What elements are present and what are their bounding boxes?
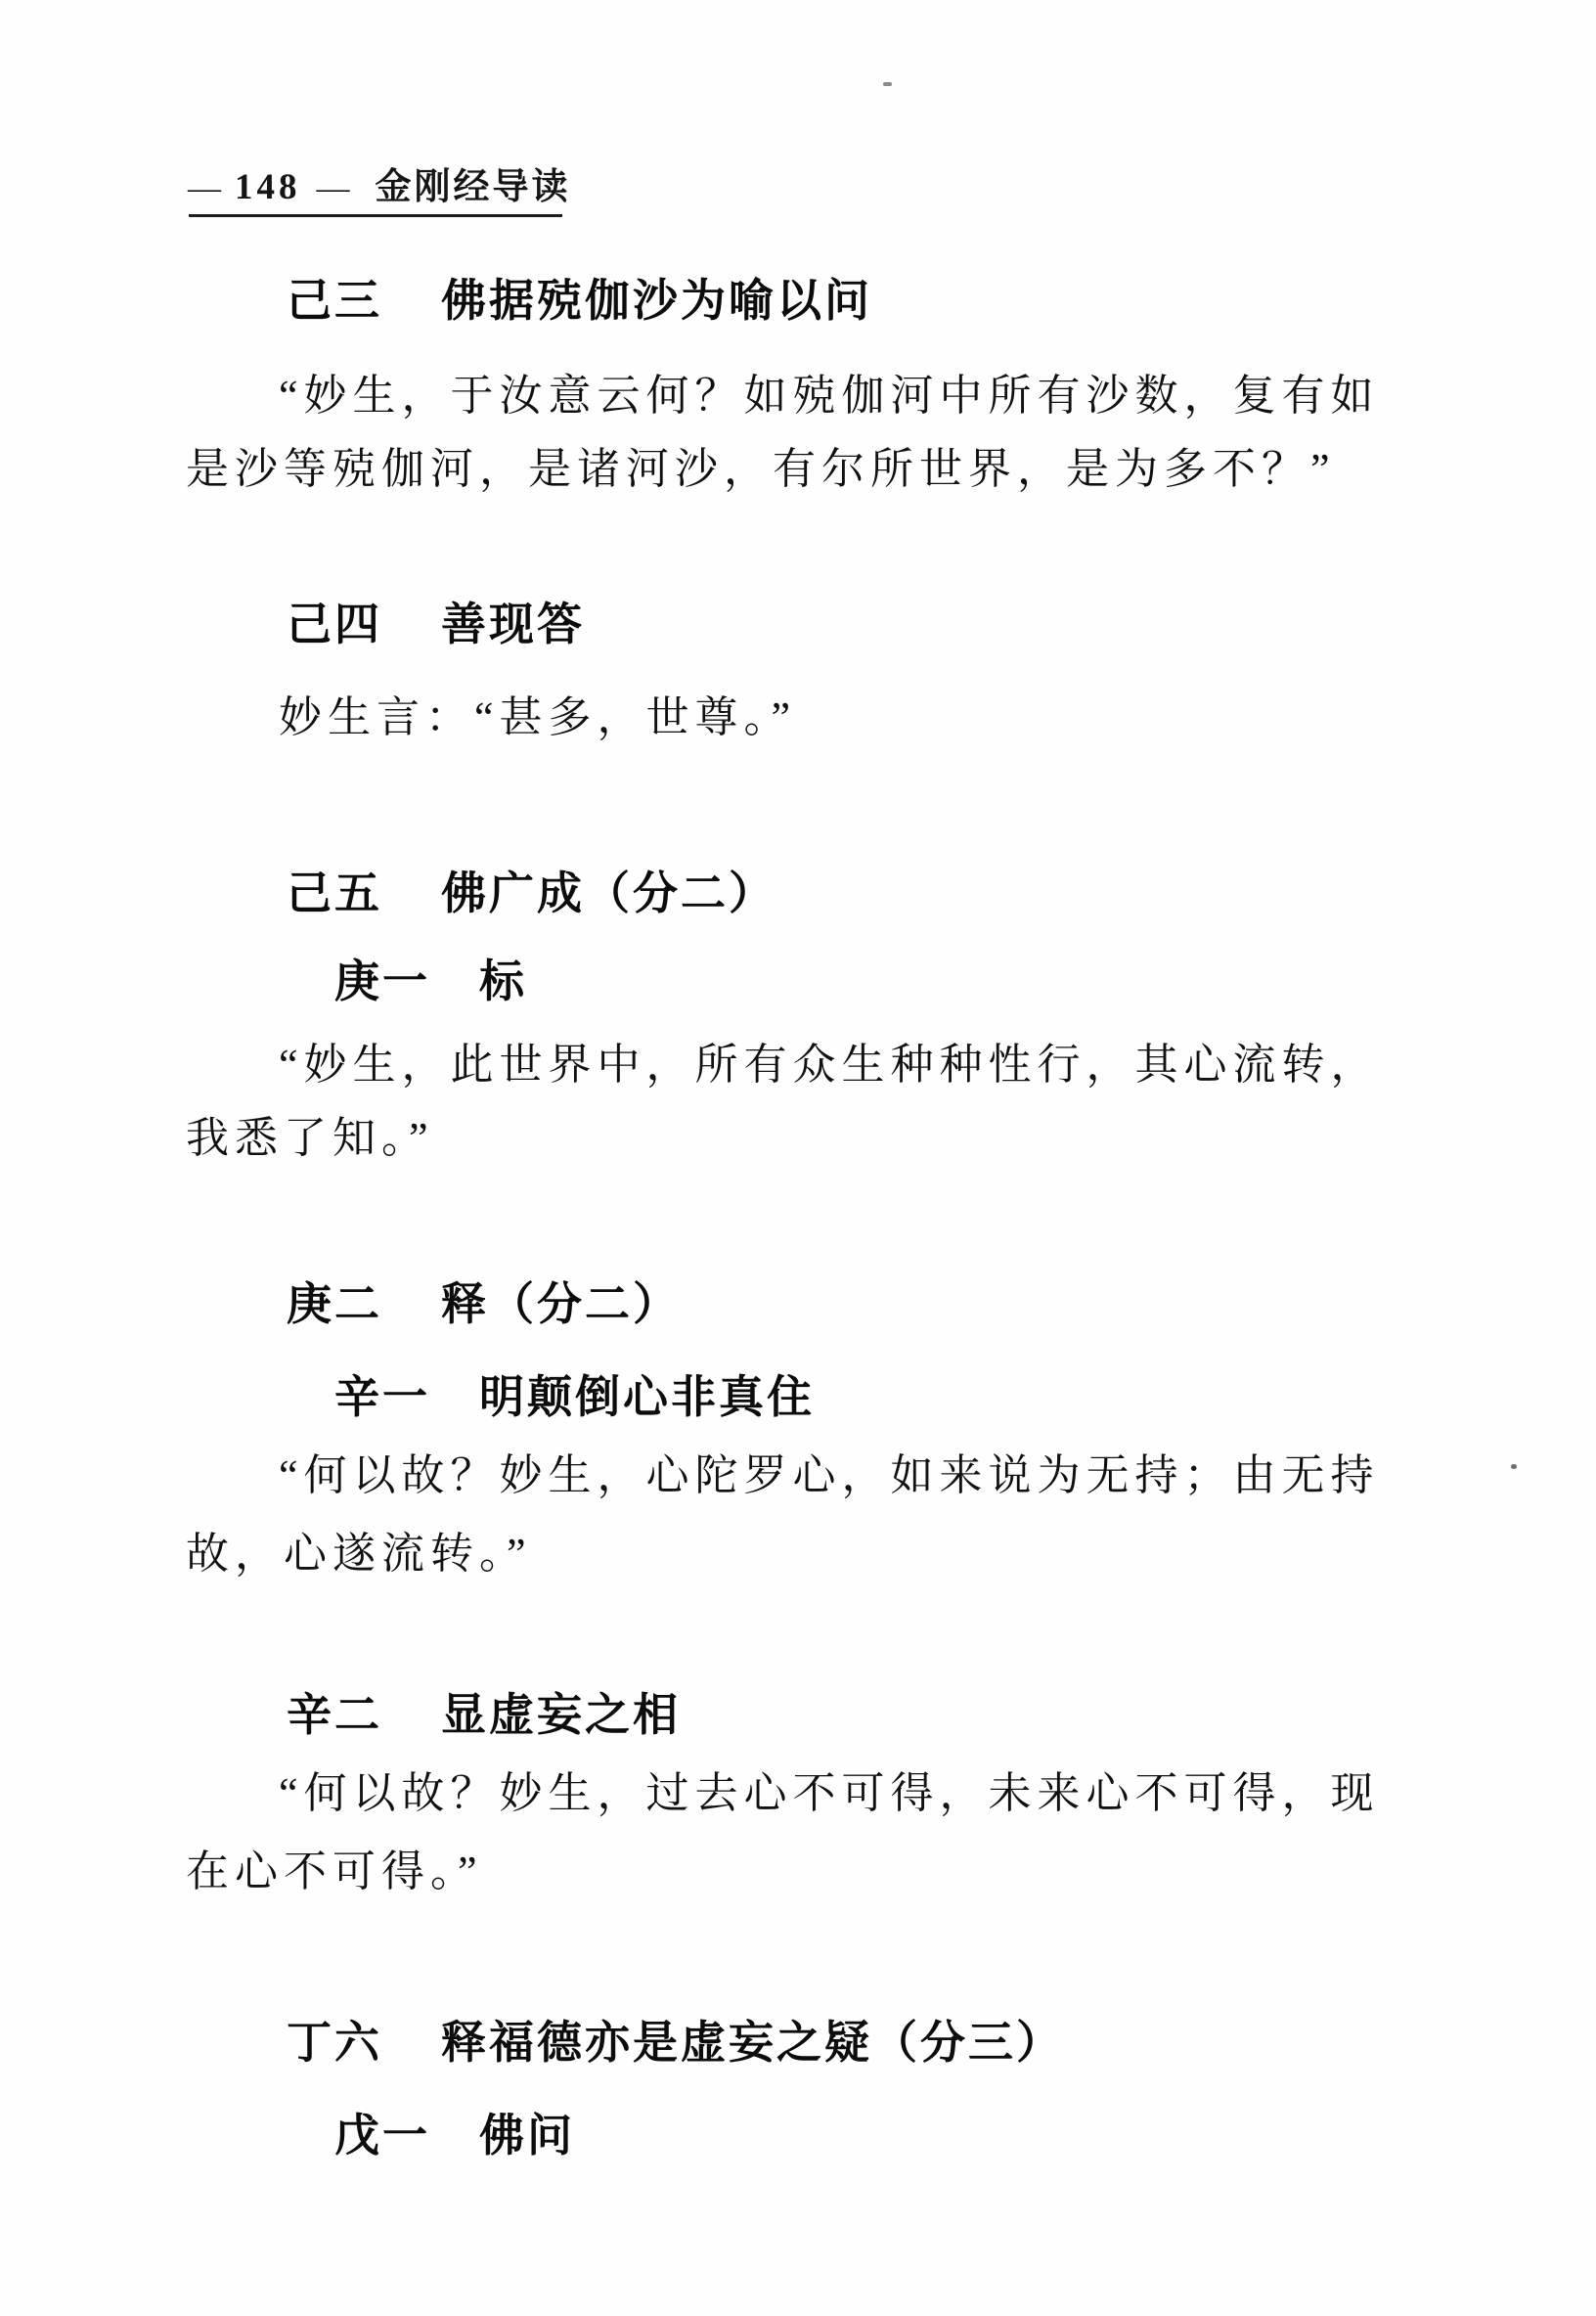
- heading-number: 己五: [287, 868, 382, 918]
- page-number: 148: [235, 167, 301, 207]
- section-heading: [287, 1278, 681, 1331]
- header-rule: [189, 214, 562, 217]
- header-dash: —: [316, 170, 350, 206]
- heading-number: 戊一: [334, 2111, 430, 2160]
- sub-heading: [334, 956, 527, 1008]
- heading-title: 佛广成（分二）: [441, 868, 776, 918]
- page-header: [188, 164, 571, 212]
- heading-title: 明颠倒心非真住: [479, 1372, 815, 1422]
- heading-number: 庚一: [334, 957, 430, 1006]
- section-heading: [287, 599, 585, 651]
- book-title: 金刚经导读: [375, 167, 571, 207]
- body-line: 妙生言：“甚多，世尊。”: [279, 693, 797, 741]
- body-line: “何以故？妙生，心陀罗心，如来说为无持；由无持: [279, 1451, 1380, 1499]
- heading-title: 佛问: [479, 2111, 575, 2160]
- body-line: “妙生，于汝意云何？如殑伽河中所有沙数，复有如: [279, 372, 1380, 420]
- heading-title: 显虚妄之相: [441, 1690, 681, 1740]
- heading-number: 辛一: [334, 1372, 430, 1422]
- section-heading: [287, 275, 872, 328]
- body-line: “妙生，此世界中，所有众生种种性行，其心流转，: [279, 1041, 1380, 1089]
- body-line: 在心不可得。”: [186, 1848, 483, 1895]
- sub-heading: [334, 1371, 815, 1424]
- heading-title: 佛据殑伽沙为喻以问: [441, 276, 872, 326]
- heading-title: 释福德亦是虚妄之疑（分三）: [441, 2018, 1064, 2068]
- section-heading: [287, 1689, 681, 1742]
- section-heading: [287, 2017, 1064, 2070]
- heading-title: 善现答: [441, 600, 585, 649]
- sub-heading: [334, 2110, 575, 2162]
- heading-number: 庚二: [287, 1279, 382, 1329]
- body-line: 是沙等殑伽河，是诸河沙，有尔所世界，是为多不？”: [186, 445, 1336, 493]
- scan-speck: [883, 82, 892, 86]
- heading-title: 释（分二）: [441, 1279, 681, 1329]
- heading-number: 己三: [287, 276, 382, 326]
- body-line: “何以故？妙生，过去心不可得，未来心不可得，现: [279, 1769, 1380, 1817]
- heading-number: 丁六: [287, 2018, 382, 2068]
- body-line: 故，心遂流转。”: [186, 1530, 532, 1578]
- section-heading: [287, 868, 776, 920]
- scan-speck: [1511, 1464, 1517, 1469]
- header-dash: —: [188, 170, 221, 206]
- heading-title: 标: [479, 957, 527, 1006]
- body-line: 我悉了知。”: [186, 1114, 434, 1162]
- heading-number: 辛二: [287, 1690, 382, 1740]
- heading-number: 己四: [287, 600, 382, 649]
